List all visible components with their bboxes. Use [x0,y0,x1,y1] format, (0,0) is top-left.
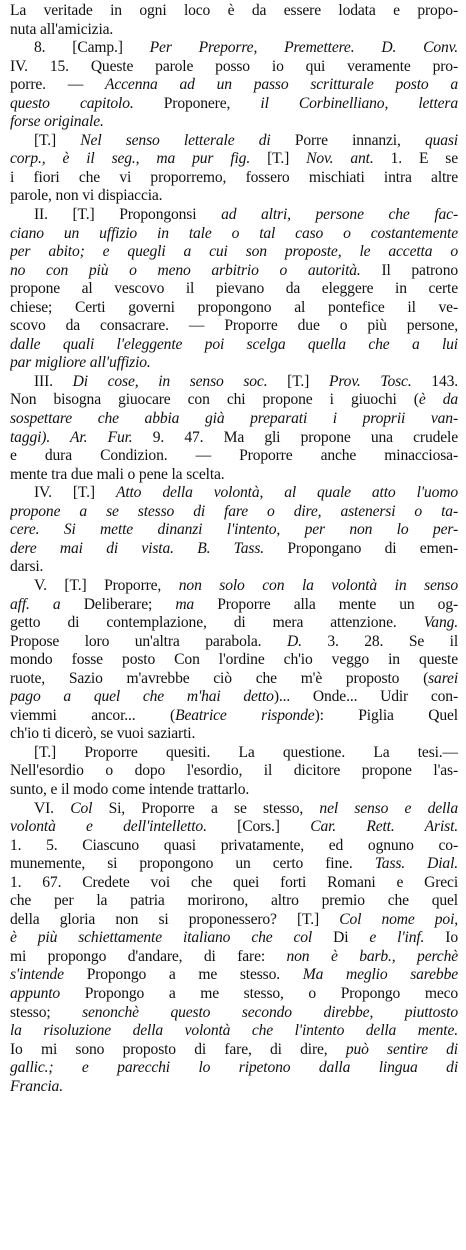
text-line [10,892,458,911]
italic-text: può sentire di [345,1040,458,1058]
text-line [10,855,458,874]
text-line [10,150,458,169]
text-line [10,818,458,837]
text-line [10,707,458,726]
text-run: Il patrono [381,261,458,279]
italic-text: ad altri, persone che fac- [221,206,458,224]
text-line [10,299,458,318]
text-run: II. [T.] [34,206,120,224]
text-run: IV. [T.] [34,484,116,502]
text-line [10,948,458,967]
text-line [10,262,458,281]
text-run: mondo fosse posto Con l'ordine ch'io veggo in queste [10,651,458,669]
italic-text: Car. Rett. Arist. [310,818,458,836]
text-run: VI. [34,799,71,817]
text-run: porre. — [10,76,106,94]
text-line [10,169,458,188]
text-line [10,429,458,448]
text-line [10,1022,458,1041]
italic-text: no con più o meno arbitrio o autorità. [10,261,382,279]
text-line [10,596,458,615]
italic-text: Col [70,799,109,817]
text-line [10,373,458,392]
text-line [10,781,458,800]
text-run: IV. 15. Queste parole posso io qui veramente pro- [10,57,458,75]
text-run: [T.] [287,372,329,390]
italic-text: Nel senso letterale di [80,131,295,149]
text-run: Propongonsi [119,206,222,224]
italic-text: sospettare che abbia già preparati i proprii van- [10,410,458,428]
text-line [10,577,458,596]
text-line [10,132,458,151]
italic-text: l'inf. [397,929,446,947]
text-line [10,187,458,206]
text-run: getto di contemplazione, di mera attenzione. [10,614,424,632]
text-run: della gloria non si proponessero? [T.] [10,910,340,928]
italic-text: propone a se stesso di fare o dire, astenersi o ta- [10,502,458,520]
italic-text: pago a quel che m'hai detto [10,688,274,706]
text-run: darsi. [10,558,44,576]
text-run: [Cors.] [237,818,311,836]
italic-text: nel senso e della [319,799,458,817]
text-run: propone al vescovo il pievano da eleggere in certe [10,280,458,298]
italic-text: dere mai di vista. B. Tass. [10,539,288,557]
text-line [10,243,458,262]
italic-text: quasi [424,131,458,149]
italic-text: corp., è il seg., ma pur fig. [10,150,268,168]
text-run: [T.] Proporre quesiti. La questione. La tesi.— [34,743,458,761]
text-line [10,225,458,244]
italic-text: Beatrice risponde [175,706,315,724]
text-run: Di [333,929,370,947]
text-line [10,484,458,503]
text-line [10,670,458,689]
text-run: 143. [431,372,458,390]
italic-text: Accenna ad un passo scritturale posto a [105,76,458,94]
italic-text: aff. a [10,595,84,613]
text-run: che per la patria morirono, altro premio che quel [10,892,458,910]
text-run: Io mi sono proposto di fare, di dire, [10,1040,346,1058]
text-line [10,800,458,819]
text-run: Propongano di emen- [287,539,458,557]
italic-text: Nov. ant. [306,150,391,168]
text-run: [T.] [34,131,81,149]
italic-text: appunto [10,984,85,1002]
italic-text: taggi). [10,428,71,446]
text-line [10,503,458,522]
italic-text: Prov. Tosc. [328,372,432,390]
text-run: 3. 28. Se il [327,632,458,650]
text-line [10,558,458,577]
text-run: parole, non vi dispiaccia. [10,187,163,205]
text-line [10,762,458,781]
italic-text: Di cose, in senso soc. [72,372,288,390]
text-line [10,39,458,58]
text-line [10,280,458,299]
text-run: Nell'esordio o dopo l'esordio, il dicitore propone l'as- [10,762,458,780]
italic-text: non è barb., perchè [286,947,458,965]
text-run: Deliberare; [83,595,176,613]
text-line [10,651,458,670]
italic-text: Ma meglio sarebbe [302,966,458,984]
text-run: La veritade in ogni loco è da essere lodata e propo- [10,2,458,19]
italic-text: Per Preporre, Premettere. D. Conv. [149,39,458,57]
text-line [10,391,458,410]
text-line [10,317,458,336]
text-line [10,929,458,948]
text-run: ): Piglia Quel [314,706,458,724]
text-run: 1. E se [390,150,458,168]
italic-text: non solo con la volontà in senso [178,576,458,594]
text-line [10,21,458,40]
text-run: Propose loro un'altra parabola. [10,632,287,650]
text-line [10,2,458,21]
text-run: stesso; [10,1003,83,1021]
text-run: Porre innanzi, [294,131,425,149]
text-run: e dura Condizion. — Proporre anche minacciosa- [10,447,458,465]
italic-text: è più schiettamente italiano che col [10,929,334,947]
italic-text: cere. Si mette dinanzi l'intento, per non lo per- [10,521,458,539]
italic-text: forse originale. [10,113,104,131]
text-run: munemente, si propongono un certo fine. [10,855,375,873]
text-line [10,874,458,893]
text-run: )... Onde... Udir con- [273,688,458,706]
text-line [10,410,458,429]
italic-text: per abito; e quegli a cui son proposte, le accetta o [10,243,458,261]
text-run: V. [T.] Proporre, [34,576,179,594]
text-line [10,1004,458,1023]
text-line [10,540,458,559]
italic-text: senonchè questo secondo direbbe, piuttosto [82,1003,458,1021]
italic-text: D. [286,632,328,650]
text-run: Propongo a me stesso, o Propongo meco [84,984,458,1002]
text-run: Propongo a me stesso. [86,966,303,984]
italic-text: Col nome poi, [339,910,458,928]
text-line [10,336,458,355]
text-line [10,521,458,540]
text-line [10,354,458,373]
text-line [10,614,458,633]
italic-text: Atto della volontà, al quale atto l'uomo [115,484,458,502]
text-line [10,911,458,930]
italic-text: il Corbinelliano, lettera [260,94,458,112]
text-run: Proponere, [163,94,261,112]
text-line [10,58,458,77]
text-line [10,466,458,485]
italic-text: ma [175,595,218,613]
text-run: Si, Proporre a se stesso, [108,799,320,817]
text-line [10,1041,458,1060]
italic-text: è da [418,391,458,409]
text-run: mi propongo d'andare, di fare: [10,947,287,965]
italic-text: gallic.; e parecchi lo ripetono dalla lingua di [10,1059,458,1077]
text-run: scovo da consacrare. — Proporre due o più persone, [10,317,458,335]
text-run: mente tra due mali o pene la scelta. [10,465,225,483]
text-run: nuta all'amicizia. [10,20,114,38]
italic-text: sarei [428,669,458,687]
text-run: Proporre alla mente un og- [217,595,458,613]
text-run: sunto, e il modo come intende trattarlo. [10,780,250,798]
text-line [10,837,458,856]
italic-text: ciano un uffizio in tale o tal caso o costantemente [10,224,458,242]
text-line [10,744,458,763]
italic-text: Francia. [10,1077,63,1095]
text-line [10,688,458,707]
italic-text: e [369,929,398,947]
text-run: 1. 67. Credete voi che quei forti Romani e Greci [10,873,458,891]
text-run: i fiori che vi proporremo, fossero mischiati intra altre [10,168,458,186]
text-run: Io [445,929,458,947]
italic-text: s'intende [10,966,87,984]
text-run: ruote, Sazio m'avrebbe ciò che m'è proposto ( [10,669,429,687]
italic-text: par migliore all'uffizio. [10,354,151,372]
text-run: chiese; Certi governi propongono al pontefice il ve- [10,298,458,316]
text-run: 1. 5. Ciascuno quasi privatamente, ed ognuno co- [10,836,458,854]
italic-text: la risoluzione della volontà che l'intento della mente. [10,1022,458,1040]
text-run: Non bisogna giuocare con chi propone i giuochi ( [10,391,419,409]
text-run: [T.] [267,150,307,168]
text-line [10,1078,458,1097]
italic-text: Vang. [423,614,458,632]
text-line [10,206,458,225]
text-line [10,985,458,1004]
text-run: 8. [Camp.] [34,39,150,57]
italic-text: questo capitolo. [10,94,164,112]
text-line [10,76,458,95]
text-line [10,725,458,744]
text-run: 9. 47. Ma gli propone una crudele [152,428,458,446]
italic-text: volontà e dell'intelletto. [10,818,238,836]
text-line [10,966,458,985]
text-run: viemmi ancor... ( [10,706,176,724]
text-line [10,95,458,114]
italic-text: Ar. Fur. [70,428,153,446]
text-line [10,633,458,652]
text-run: III. [34,372,73,390]
text-line [10,447,458,466]
text-line [10,113,458,132]
text-line [10,1059,458,1078]
italic-text: dalle quali l'eleggente poi scelga quella che a lui [10,335,458,353]
italic-text: Tass. Dial. [374,855,458,873]
text-run: ch'io ti dicerò, se vuoi saziarti. [10,725,196,743]
